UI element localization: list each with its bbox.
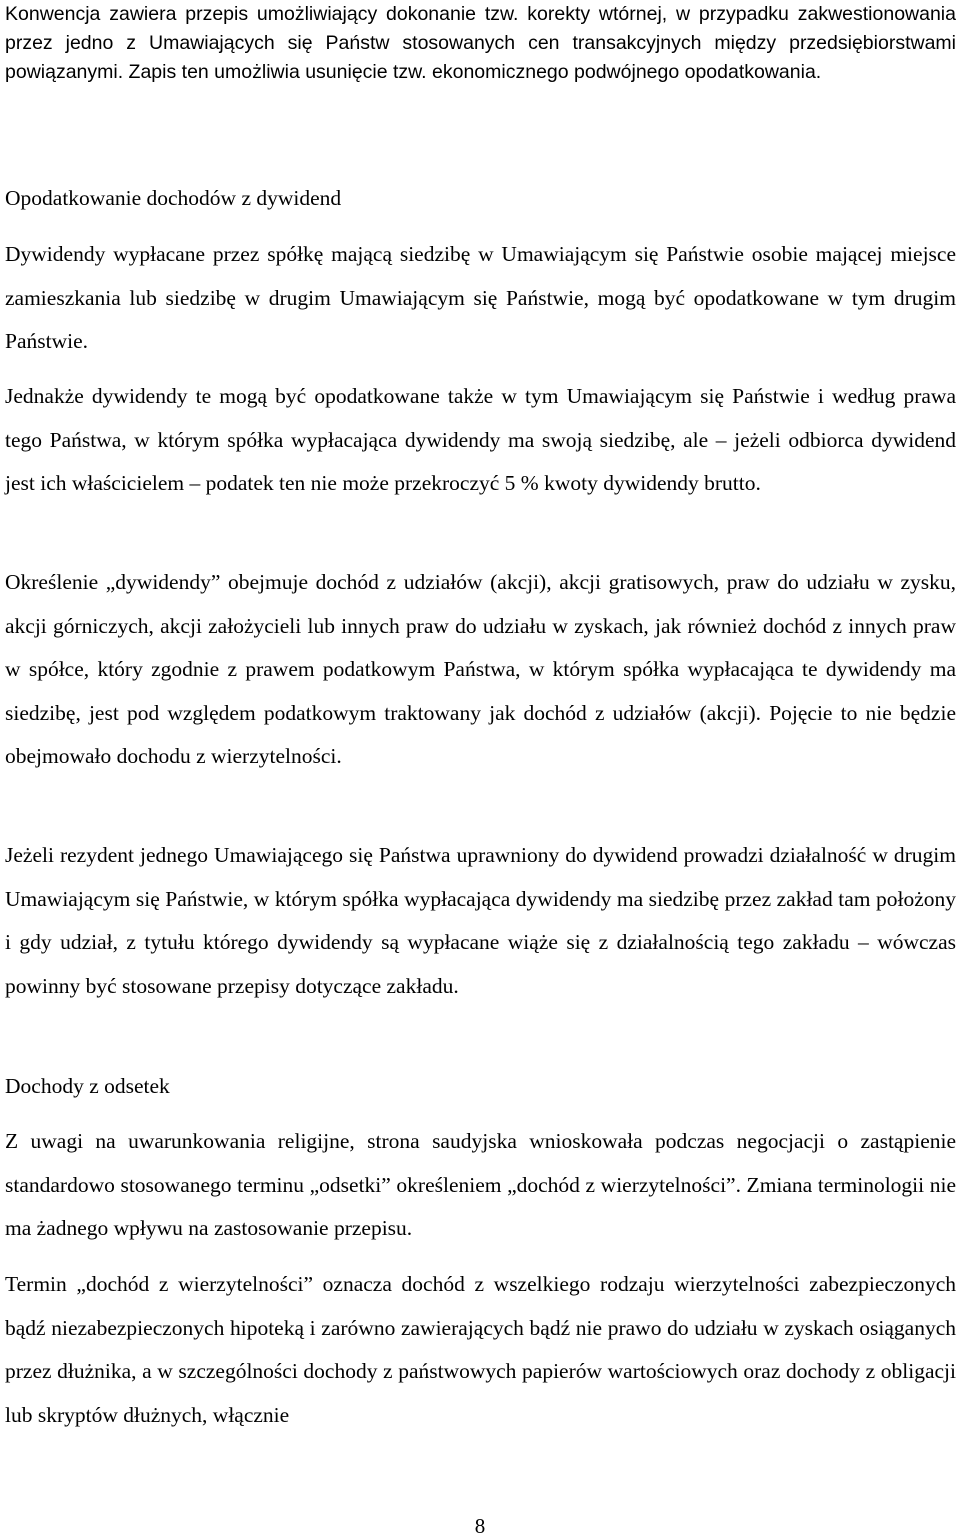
- paragraph-interest-definition: Termin „dochód z wierzytelności” oznacza dochód z wszelkiego rodzaju wierzytelności zabezpieczonych bądź niezabezpieczonych hipoteką i zarówno zawierających bądź nie prawo do udziału w zyskach osiąganych przez dłużnika, a w szczególności dochody z państwowych papierów wartościowych oraz dochody z obligacji lub skryptów dłużnych, włącznie: [5, 1272, 956, 1427]
- section-heading-interest: Dochody z odsetek: [5, 1074, 170, 1098]
- section-heading-dividends: Opodatkowanie dochodów z dywidend: [5, 186, 342, 210]
- paragraph-dividends-permanent-establishment: Jeżeli rezydent jednego Umawiającego się Państwa uprawniony do dywidend prowadzi działalność w drugim Umawiającym się Państwie, w którym spółka wypłacająca dywidendy ma siedzibę przez zakład tam położony i gdy udział, z tytułu którego dywidendy są wypłacane wiąże się z działalnością tego zakładu – wówczas powinny być stosowane przepisy dotyczące zakładu.: [5, 843, 956, 998]
- paragraph-dividends-taxation: Dywidendy wypłacane przez spółkę mającą siedzibę w Umawiającym się Państwie osobie mającej miejsce zamieszkania lub siedzibę w drugim Umawiającym się Państwie, mogą być opodatkowane w tym drugim Państwie.: [5, 242, 956, 353]
- paragraph-dividends-definition: Określenie „dywidendy” obejmuje dochód z udziałów (akcji), akcji gratisowych, praw do udziału w zysku, akcji górniczych, akcji założycieli lub innych praw do udziału w zyskach, jak również dochód z innych praw w spółce, który zgodnie z prawem podatkowym Państwa, w którym spółka wypłacająca te dywidendy ma siedzibę, jest pod względem podatkowym traktowany jak dochód z udziałów (akcji). Pojęcie to nie będzie obejmowało dochodu z wierzytelności.: [5, 570, 956, 768]
- paragraph-dividends-source-state: Jednakże dywidendy te mogą być opodatkowane także w tym Umawiającym się Państwie i według prawa tego Państwa, w którym spółka wypłacająca dywidendy ma swoją siedzibę, ale – jeżeli odbiorca dywidend jest ich właścicielem – podatek ten nie może przekroczyć 5 % kwoty dywidendy brutto.: [5, 384, 956, 495]
- paragraph-interest-terminology: Z uwagi na uwarunkowania religijne, strona saudyjska wnioskowała podczas negocjacji o zastąpienie standardowo stosowanego terminu „odsetki” określeniem „dochód z wierzytelności”. Zmiana terminologii nie ma żadnego wpływu na zastosowanie przepisu.: [5, 1129, 956, 1240]
- page-number: 8: [474, 1514, 486, 1538]
- intro-paragraph: Konwencja zawiera przepis umożliwiający dokonanie tzw. korekty wtórnej, w przypadku zakwestionowania przez jedno z Umawiających się Państw stosowanych cen transakcyjnych między przedsiębiorstwami powiązanymi. Zapis ten umożliwia usunięcie tzw. ekonomicznego podwójnego opodatkowania.: [5, 3, 956, 83]
